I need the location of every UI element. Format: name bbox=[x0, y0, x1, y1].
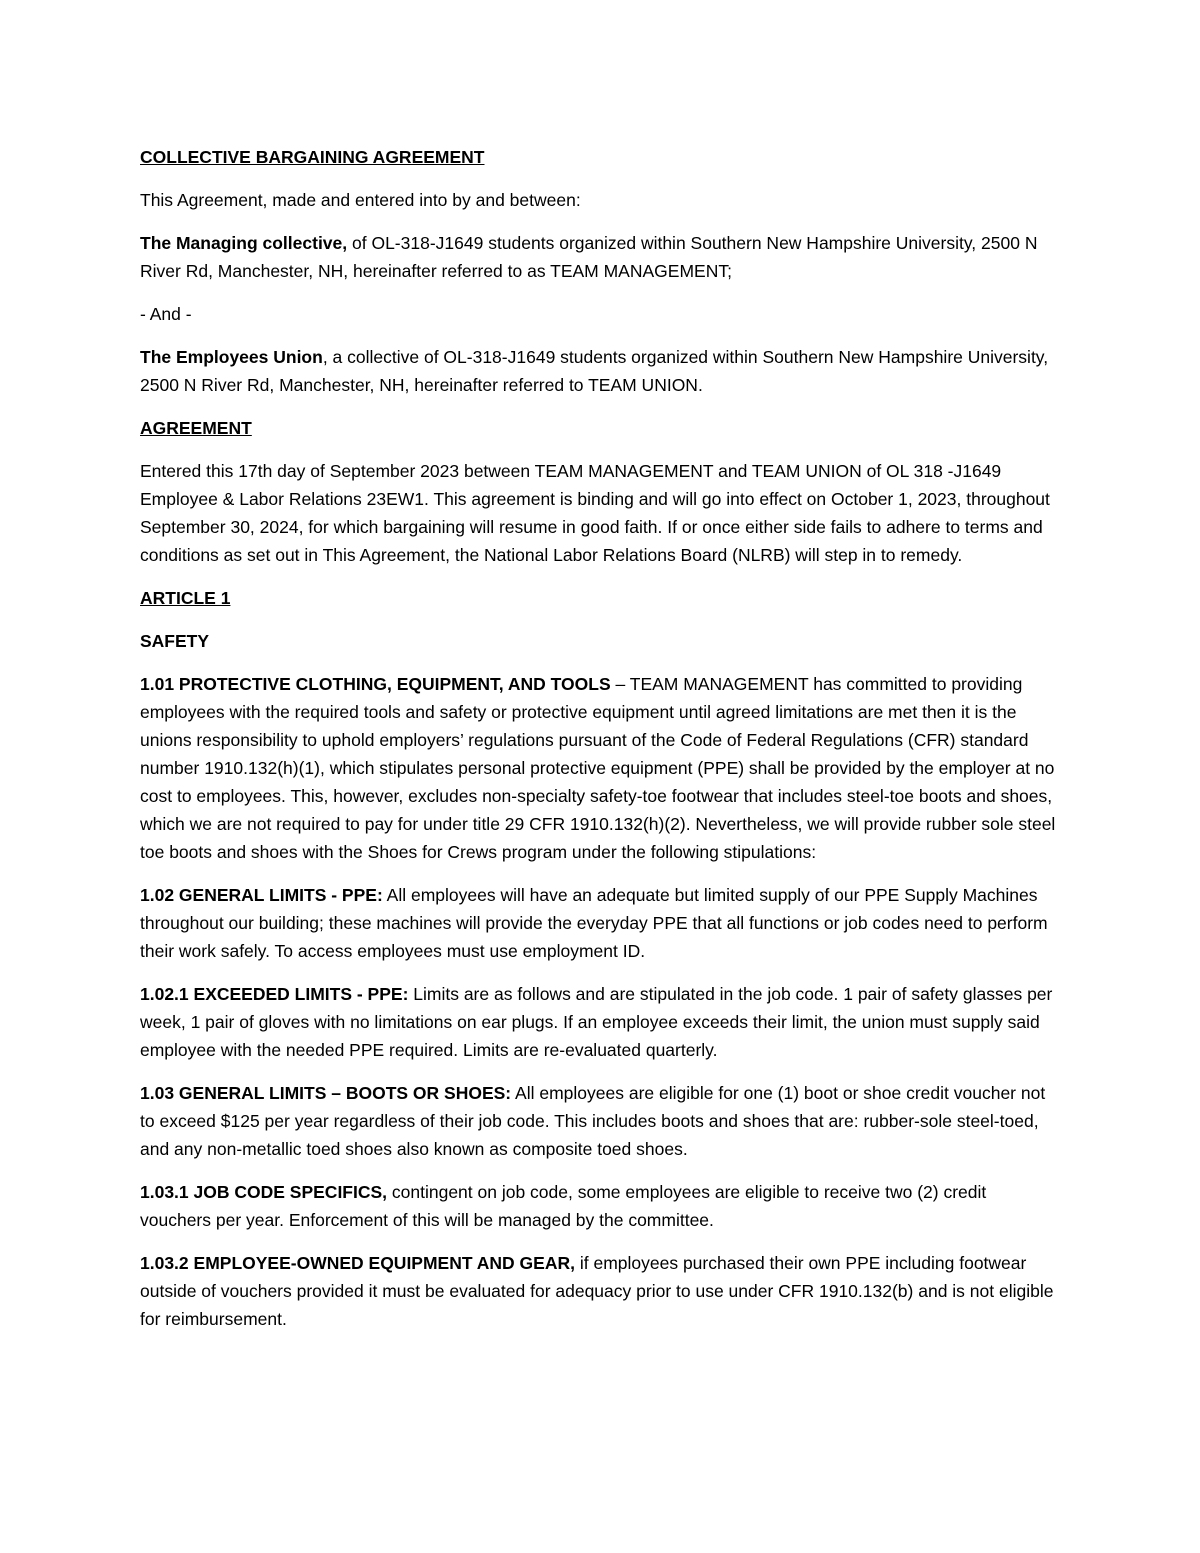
section-paragraph bbox=[140, 1079, 1060, 1163]
article-subheading bbox=[140, 627, 1060, 655]
section-text: contingent on job code, some employees are eligible to receive two (2) credit vouchers per year. Enforcement of this will be managed by the committee. bbox=[140, 1182, 987, 1230]
section-text: – TEAM MANAGEMENT has committed to providing employees with the required tools and safety or protective equipment until agreed limitations are met then it is the unions responsibility to uphold employers’ regulations pursuant of the Code of Federal Regulations (CFR) standard number 1910.132(h)(1), which stipulates personal protective equipment (PPE) shall be provided by the employer at no cost to employees. This, however, excludes non-specialty safety-toe footwear that includes steel-toe boots and shoes, which we are not required to pay for under title 29 CFR 1910.132(h)(2). Nevertheless, we will provide rubber sole steel toe boots and shoes with the Shoes for Crews program under the following stipulations: bbox=[140, 674, 1056, 862]
article-heading bbox=[140, 584, 1060, 612]
section-text: All employees will have an adequate but limited supply of our PPE Supply Machines throughout our building; these machines will provide the everyday PPE that all functions or job codes need to perform their work safely. To access employees must use employment ID. bbox=[140, 885, 1048, 961]
section-label: 1.02 GENERAL LIMITS - PPE: bbox=[140, 885, 383, 905]
section-label: 1.03 GENERAL LIMITS – BOOTS OR SHOES: bbox=[140, 1083, 512, 1103]
agreement-paragraph: Entered this 17th day of September 2023 between TEAM MANAGEMENT and TEAM UNION of OL 318 -J1649 Employee & Labor Relations 23EW1. This agreement is binding and will go into effect on October 1, 2023, throughout September 30, 2024, for which bargaining will resume in good faith. If or once either side fails to adhere to terms and conditions as set out in This Agreement, the National Labor Relations Board (NLRB) will step in to remedy. bbox=[140, 461, 1050, 565]
document-title bbox=[140, 143, 1060, 171]
section-label: 1.02.1 EXCEEDED LIMITS - PPE: bbox=[140, 984, 409, 1004]
and-separator: - And - bbox=[140, 304, 192, 324]
document-body bbox=[140, 143, 1060, 1348]
article-subheading-text: SAFETY bbox=[140, 631, 210, 651]
section-label: 1.03.1 JOB CODE SPECIFICS, bbox=[140, 1182, 388, 1202]
party-union-paragraph bbox=[140, 343, 1060, 399]
section-paragraph bbox=[140, 881, 1060, 965]
section-label: 1.03.2 EMPLOYEE-OWNED EQUIPMENT AND GEAR, bbox=[140, 1253, 575, 1273]
section-paragraph bbox=[140, 1178, 1060, 1234]
section-paragraph bbox=[140, 980, 1060, 1064]
party-union-text: , a collective of OL-318-J1649 students organized within Southern New Hampshire University, 2500 N River Rd, Manchester, NH, hereinafter referred to TEAM UNION. bbox=[140, 347, 1049, 395]
article-heading-text: ARTICLE 1 bbox=[140, 588, 231, 608]
section-text: if employees purchased their own PPE including footwear outside of vouchers provided it must be evaluated for adequacy prior to use under CFR 1910.132(b) and is not eligible for reimbursement. bbox=[140, 1253, 1054, 1329]
section-text: Limits are as follows and are stipulated in the job code. 1 pair of safety glasses per week, 1 pair of gloves with no limitations on ear plugs. If an employee exceeds their limit, the union must supply said employee with the needed PPE required. Limits are re-evaluated quarterly. bbox=[140, 984, 1053, 1060]
document-title-text: COLLECTIVE BARGAINING AGREEMENT bbox=[140, 147, 485, 167]
section-label: 1.01 PROTECTIVE CLOTHING, EQUIPMENT, AND TOOLS bbox=[140, 674, 611, 694]
party-management-name: The Managing collective, bbox=[140, 233, 348, 253]
intro-paragraph: This Agreement, made and entered into by and between: bbox=[140, 190, 581, 210]
agreement-heading bbox=[140, 414, 1060, 442]
section-paragraph bbox=[140, 1249, 1060, 1333]
agreement-heading-text: AGREEMENT bbox=[140, 418, 252, 438]
party-management-text: of OL-318-J1649 students organized within Southern New Hampshire University, 2500 N River Rd, Manchester, NH, hereinafter referred to as TEAM MANAGEMENT; bbox=[140, 233, 1038, 281]
section-paragraph bbox=[140, 670, 1060, 866]
party-management-paragraph bbox=[140, 229, 1060, 285]
section-text: All employees are eligible for one (1) boot or shoe credit voucher not to exceed $125 per year regardless of their job code. This includes boots and shoes that are: rubber-sole steel-toed, and any non-metallic toed shoes also known as composite toed shoes. bbox=[140, 1083, 1046, 1159]
party-union-name: The Employees Union bbox=[140, 347, 323, 367]
